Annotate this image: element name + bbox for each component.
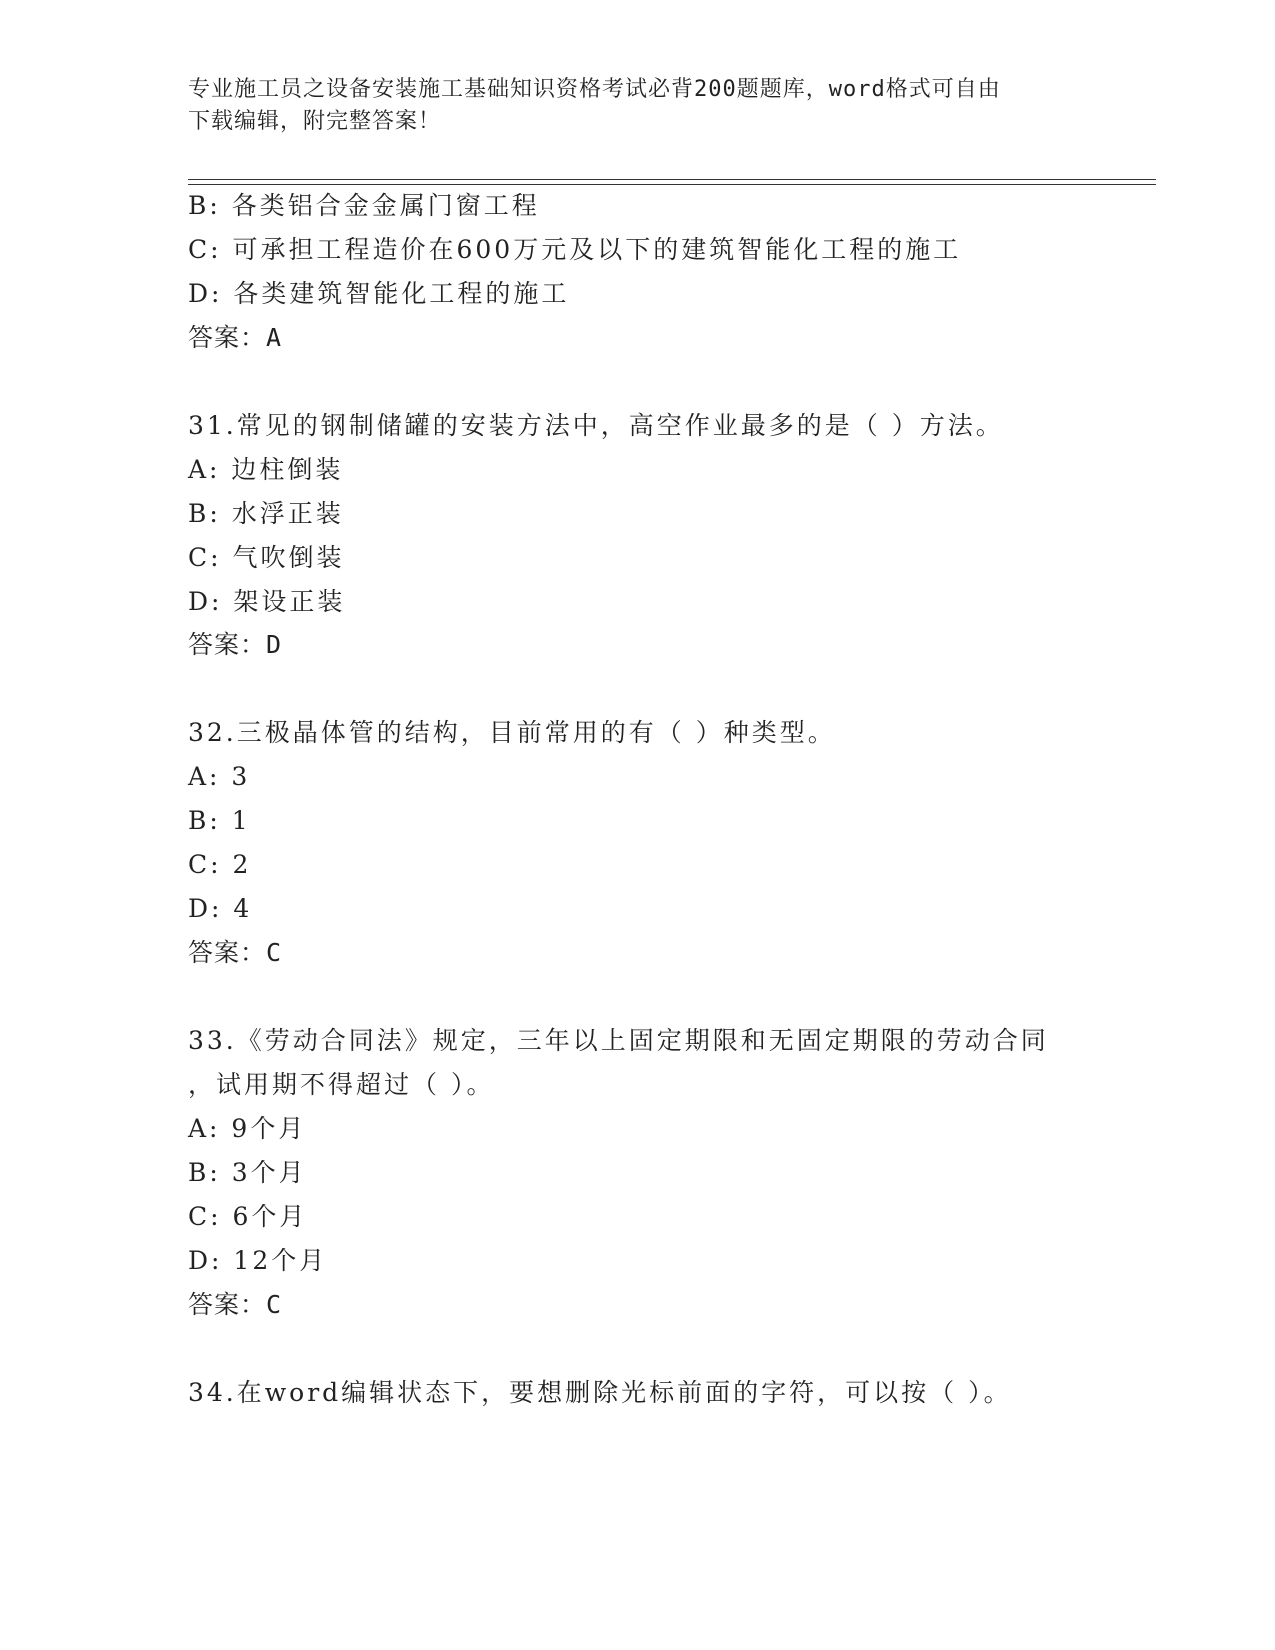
option-c: C: 可承担工程造价在600万元及以下的建筑智能化工程的施工 xyxy=(188,235,962,264)
option-b: B: 水浮正装 xyxy=(188,499,344,528)
option-d: D: 4 xyxy=(188,894,253,923)
answer: 答案：C xyxy=(188,1290,283,1319)
question-stem: 34.在word编辑状态下，要想删除光标前面的字符，可以按（ ）。 xyxy=(188,1378,1012,1407)
option-a: A: 3 xyxy=(188,762,251,791)
option-c: C: 2 xyxy=(188,850,252,879)
header-line-2: 下载编辑，附完整答案！ xyxy=(188,109,442,134)
header-rule-top xyxy=(188,179,1156,180)
option-c: C: 气吹倒装 xyxy=(188,543,345,572)
option-b: B: 各类铝合金金属门窗工程 xyxy=(188,191,540,220)
option-a: A: 边柱倒装 xyxy=(188,455,344,484)
answer: 答案：C xyxy=(188,938,283,967)
option-d: D: 12个月 xyxy=(188,1246,328,1275)
question-stem: 32.三极晶体管的结构，目前常用的有（ ）种类型。 xyxy=(188,718,836,747)
option-a: A: 9个月 xyxy=(188,1114,307,1143)
question-stem-continued: ，试用期不得超过（ ）。 xyxy=(188,1070,495,1099)
header-rule-bottom xyxy=(188,184,1156,185)
question-stem: 31.常见的钢制储罐的安装方法中，高空作业最多的是（ ）方法。 xyxy=(188,411,1004,440)
option-c: C: 6个月 xyxy=(188,1202,308,1231)
option-b: B: 3个月 xyxy=(188,1158,307,1187)
document-header xyxy=(188,74,1068,138)
question-stem: 33.《劳动合同法》规定，三年以上固定期限和无固定期限的劳动合同 xyxy=(188,1026,1049,1055)
answer: 答案：A xyxy=(188,323,283,352)
option-d: D: 各类建筑智能化工程的施工 xyxy=(188,279,570,308)
option-d: D: 架设正装 xyxy=(188,587,346,616)
answer: 答案：D xyxy=(188,630,283,659)
option-b: B: 1 xyxy=(188,806,251,835)
header-line-1: 专业施工员之设备安装施工基础知识资格考试必背200题题库，word格式可自由 xyxy=(188,77,1001,102)
